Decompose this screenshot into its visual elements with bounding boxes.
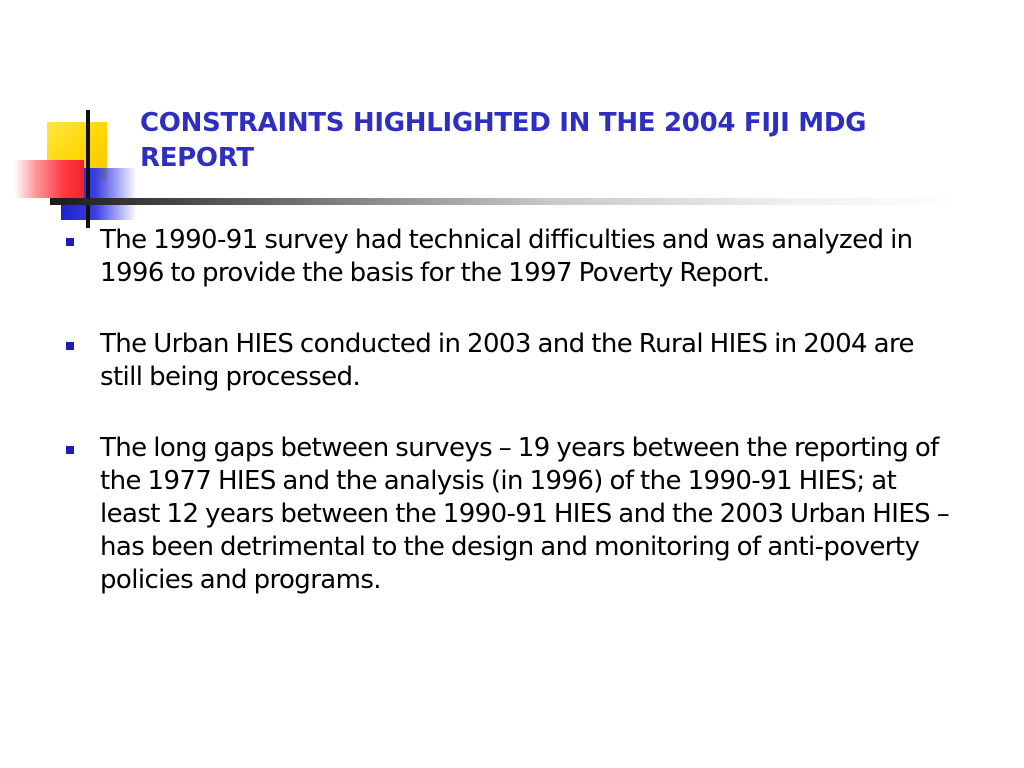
bullet-text: The Urban HIES conducted in 2003 and the Rural HIES in 2004 are still being processed. [100, 329, 914, 392]
slide-title: CONSTRAINTS HIGHLIGHTED IN THE 2004 FIJI MDG REPORT [140, 108, 867, 173]
bullet-list [62, 224, 962, 635]
bullet-item [62, 432, 962, 597]
red-bar-decoration [14, 160, 84, 198]
title-underline-decoration [50, 198, 962, 205]
bullet-item [62, 224, 962, 290]
square-bullet-icon [66, 342, 74, 350]
bullet-item [62, 328, 962, 394]
bullet-text: The long gaps between surveys – 19 years between the reporting of the 1977 HIES and the analysis (in 1996) of the 1990-91 HIES; at least 12 years between the 1990-91 HIES and the 2003 Urban HIES – has been detrimental to the design and monitoring of anti-poverty policies and programs. [100, 433, 950, 595]
bullet-text: The 1990-91 survey had technical difficulties and was analyzed in 1996 to provide the basis for the 1997 Poverty Report. [100, 225, 913, 288]
vertical-line-decoration [86, 110, 90, 228]
square-bullet-icon [66, 238, 74, 246]
square-bullet-icon [66, 446, 74, 454]
